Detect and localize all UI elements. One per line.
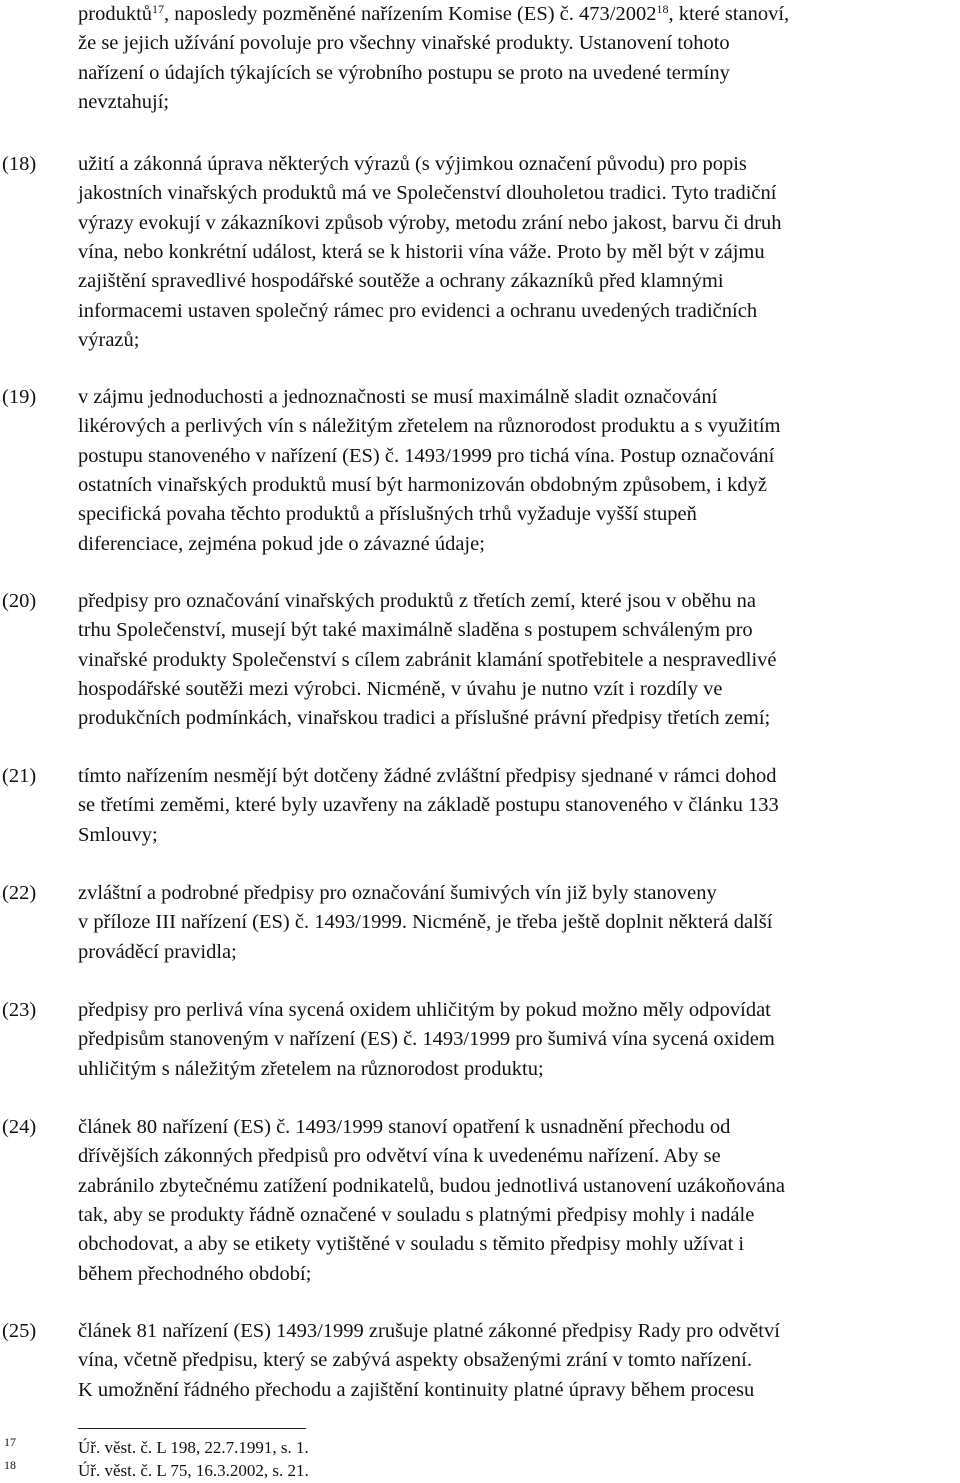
text-line: informacemi ustaven společný rámec pro evidenci a ochranu uvedených tradičních [78, 299, 758, 322]
text-line: vína, včetně předpisu, který se zabývá aspekty obsaženými zrání v tomto nařízení. [78, 1349, 752, 1372]
text-line: jakostních vinařských produktů má ve Společenství dlouholetou tradici. Tyto tradiční [78, 182, 777, 205]
text-line: že se jejich užívání povoluje pro všechny vinařské produkty. Ustanovení tohoto [78, 32, 730, 55]
text-line: předpisy pro označování vinařských produktů z třetích zemí, které jsou v oběhu na [78, 590, 757, 612]
text-line: vinařské produkty Společenství s cílem zabránit klamání spotřebitele a nespravedlivé [78, 648, 777, 671]
text-line: článek 80 nařízení (ES) č. 1493/1999 stanoví opatření k usnadnění přechodu od [78, 1116, 731, 1138]
text-line: zajištění spravedlivé hospodářské soutěže a ochrany zákazníků před klamnými [78, 270, 724, 293]
text-line: zabránilo zbytečnému zatížení podnikatelů, budou jednotlivá ustanovení uzákoňována [78, 1174, 786, 1197]
recital-number: (19) [2, 386, 37, 408]
footnote-number: 17 [4, 1435, 16, 1449]
text-fragment: produktů [78, 3, 153, 25]
text-line: hospodářské soutěži mezi výrobci. Nicméně, v úvahu je nutno vzít i rozdíly ve [78, 677, 723, 700]
footnote-number: 18 [4, 1458, 16, 1472]
text-line: prováděcí pravidla; [78, 940, 237, 963]
text-line: v příloze III nařízení (ES) č. 1493/1999. Nicméně, je třeba ještě doplnit některá další [78, 911, 773, 934]
text-line: specifická povaha těchto produktů a příslušných trhů vyžaduje vyšší stupeň [78, 503, 697, 526]
text-line: článek 81 nařízení (ES) 1493/1999 zrušuje platné zákonné předpisy Rady pro odvětví [78, 1320, 780, 1342]
text-line: nařízení o údajích týkajících se výrobního postupu se proto na uvedené termíny [78, 61, 730, 84]
recital-number: (18) [2, 153, 37, 175]
text-line: v zájmu jednoduchosti a jednoznačnosti se musí maximálně sladit označování [78, 386, 718, 408]
footnote-separator [78, 1428, 306, 1429]
text-line: výrazy evokují v zákazníkovi způsob výroby, metodu zrání nebo jakost, barvu či druh [78, 211, 782, 234]
text-line [78, 0, 789, 29]
text-line: předpisy pro perlivá vína sycená oxidem uhličitým by pokud možno měly odpovídat [78, 999, 771, 1021]
footnote-ref: 18 [656, 2, 669, 16]
recital-number: (23) [2, 999, 37, 1021]
text-line: uhličitým s náležitým zřetelem na různorodost produktu; [78, 1057, 544, 1080]
text-line: výrazů; [78, 328, 140, 351]
text-line: obchodovat, a aby se etikety vytištěné v souladu s těmito předpisy mohly užívat i [78, 1233, 745, 1256]
text-line: během přechodného období; [78, 1262, 312, 1285]
text-line: trhu Společenství, musejí být také maximálně sladěna s postupem schváleným pro [78, 619, 753, 642]
footnote-ref: 17 [152, 2, 165, 16]
text-line: dřívějších zákonných předpisů pro odvětví vína k uvedenému nařízení. Aby se [78, 1145, 721, 1168]
text-fragment: , které stanoví, [668, 3, 790, 25]
text-line: produkčních podmínkách, vinařskou tradici a příslušné právní předpisy třetích zemí; [78, 707, 771, 730]
recital-number: (24) [2, 1116, 37, 1138]
recital-number: (21) [2, 765, 37, 787]
text-line: tak, aby se produkty řádně označené v souladu s platnými předpisy mohly i nadále [78, 1203, 755, 1226]
text-line: postupu stanoveného v nařízení (ES) č. 1493/1999 pro tichá vína. Postup označování [78, 444, 775, 467]
text-line: diferenciace, zejména pokud jde o závazné údaje; [78, 532, 485, 555]
text-line: K umožnění řádného přechodu a zajištění kontinuity platné úpravy během procesu [78, 1378, 755, 1401]
text-line: vína, nebo konkrétní událost, která se k historii vína váže. Proto by měl být v zájmu [78, 240, 765, 263]
text-line: zvláštní a podrobné předpisy pro označování šumivých vín již byly stanoveny [78, 882, 717, 904]
footnote-text: Úř. věst. č. L 75, 16.3.2002, s. 21. [78, 1461, 309, 1480]
text-line: Smlouvy; [78, 823, 158, 846]
text-line: ostatních vinařských produktů musí být harmonizován obdobným způsobem, i když [78, 473, 767, 496]
recital-number: (20) [2, 590, 37, 612]
text-line: se třetími zeměmi, které byly uzavřeny na základě postupu stanoveného v článku 133 [78, 794, 779, 817]
text-line: předpisům stanoveným v nařízení (ES) č. 1493/1999 pro šumivá vína sycená oxidem [78, 1028, 775, 1051]
footnote-text: Úř. věst. č. L 198, 22.7.1991, s. 1. [78, 1438, 309, 1457]
text-fragment: , naposledy pozměněné nařízením Komise (ES) č. 473/2002 [164, 3, 657, 25]
text-line: likérových a perlivých vín s náležitým zřetelem na různorodost produktu a s využitím [78, 415, 781, 438]
text-line: tímto nařízením nesmějí být dotčeny žádné zvláštní předpisy sjednané v rámci dohod [78, 765, 777, 787]
recital-number: (25) [2, 1320, 37, 1342]
recital-number: (22) [2, 882, 37, 904]
text-line: nevztahují; [78, 90, 170, 113]
text-line: užití a zákonná úprava některých výrazů (s výjimkou označení původu) pro popis [78, 153, 747, 175]
